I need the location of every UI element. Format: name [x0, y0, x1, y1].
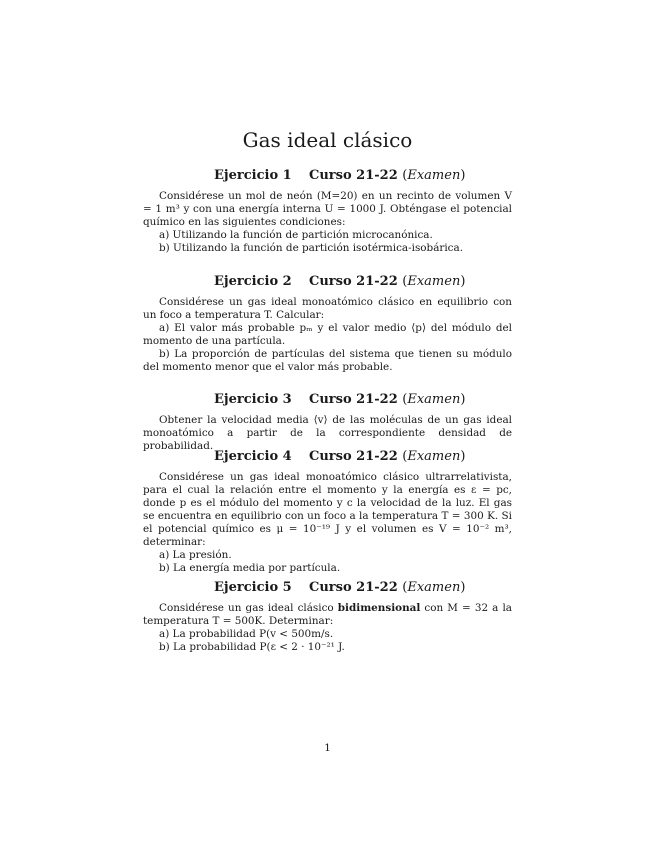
exercise-label: Ejercicio 4: [214, 449, 292, 464]
exercise-exam-tag: Examen: [407, 449, 461, 464]
exercise-statement: Considérese un mol de neón (M=20) en un recinto de volumen V = 1 m³ y con una energía interna U = 1000 J. Obténgase el potencial químico en las siguientes condiciones:: [143, 190, 512, 228]
exercise-label: Ejercicio 1: [214, 168, 292, 183]
exercise-course: Curso 21-22 (Examen): [309, 274, 466, 289]
exercise-header: [143, 449, 512, 467]
exercise-body: [143, 602, 512, 654]
exercise-course: Curso 21-22 (Examen): [309, 168, 466, 183]
exercise-body: [143, 190, 512, 255]
exercise-item: a) La presión.: [159, 549, 232, 561]
emphasis-bold: bidimensional: [337, 602, 421, 614]
exercise-body: [143, 296, 512, 374]
page-number: 1: [324, 742, 331, 754]
exercise-statement: Considérese un gas ideal monoatómico clásico ultrarrelativista, para el cual la relación entre el momento y la energía es ε = pc, donde p es el módulo del momento y c la velocidad de la luz. El gas se encuentra en equilibrio con un foco a la temperatura T = 300 K. Si el potencial químico es μ = 10⁻¹⁹ J y el volumen es V = 10⁻² m³, determinar:: [143, 471, 512, 548]
exercise-course: Curso 21-22 (Examen): [309, 392, 466, 407]
exercise-exam-tag: Examen: [407, 392, 461, 407]
exercise-3: [143, 392, 512, 453]
exercise-item: b) La probabilidad P(ε < 2 · 10⁻²¹ J.: [159, 641, 345, 653]
exercise-statement: Considérese un gas ideal clásico bidimensional con M = 32 a la temperatura T = 500K. Determinar:: [143, 602, 512, 627]
exercise-item: b) La energía media por partícula.: [159, 562, 341, 574]
page-title: Gas ideal clásico: [242, 128, 413, 152]
exercise-body: [143, 471, 512, 575]
exercise-header: [143, 168, 512, 186]
exercise-body: [143, 414, 512, 453]
exercise-item: a) La probabilidad P(v < 500m/s.: [159, 628, 334, 640]
exercise-exam-tag: Examen: [407, 274, 461, 289]
exercise-exam-tag: Examen: [407, 168, 461, 183]
exercise-item: b) La proporción de partículas del sistema que tienen su módulo del momento menor que el valor más probable.: [143, 348, 512, 373]
exercise-header: [143, 392, 512, 410]
exercise-4: [143, 449, 512, 575]
exercise-statement: Obtener la velocidad media ⟨v⟩ de las moléculas de un gas ideal monoatómico a partir de la correspondiente densidad de probabilidad.: [143, 414, 512, 452]
exercise-item: a) Utilizando la función de partición microcanónica.: [159, 229, 433, 241]
exercise-label: Ejercicio 5: [214, 580, 292, 595]
exercise-header: [143, 580, 512, 598]
exercise-course: Curso 21-22 (Examen): [309, 449, 466, 464]
exercise-course: Curso 21-22 (Examen): [309, 580, 466, 595]
exercise-label: Ejercicio 2: [214, 274, 292, 289]
exercise-5: [143, 580, 512, 654]
exercise-2: [143, 274, 512, 374]
exercise-label: Ejercicio 3: [214, 392, 292, 407]
exercise-item: a) El valor más probable pₘ y el valor medio ⟨p⟩ del módulo del momento de una partícula.: [143, 322, 512, 347]
exercise-exam-tag: Examen: [407, 580, 461, 595]
exercise-statement: Considérese un gas ideal monoatómico clásico en equilibrio con un foco a temperatura T. Calcular:: [143, 296, 512, 321]
exercise-item: b) Utilizando la función de partición isotérmica-isobárica.: [159, 242, 464, 254]
exercise-1: [143, 168, 512, 255]
exercise-header: [143, 274, 512, 292]
